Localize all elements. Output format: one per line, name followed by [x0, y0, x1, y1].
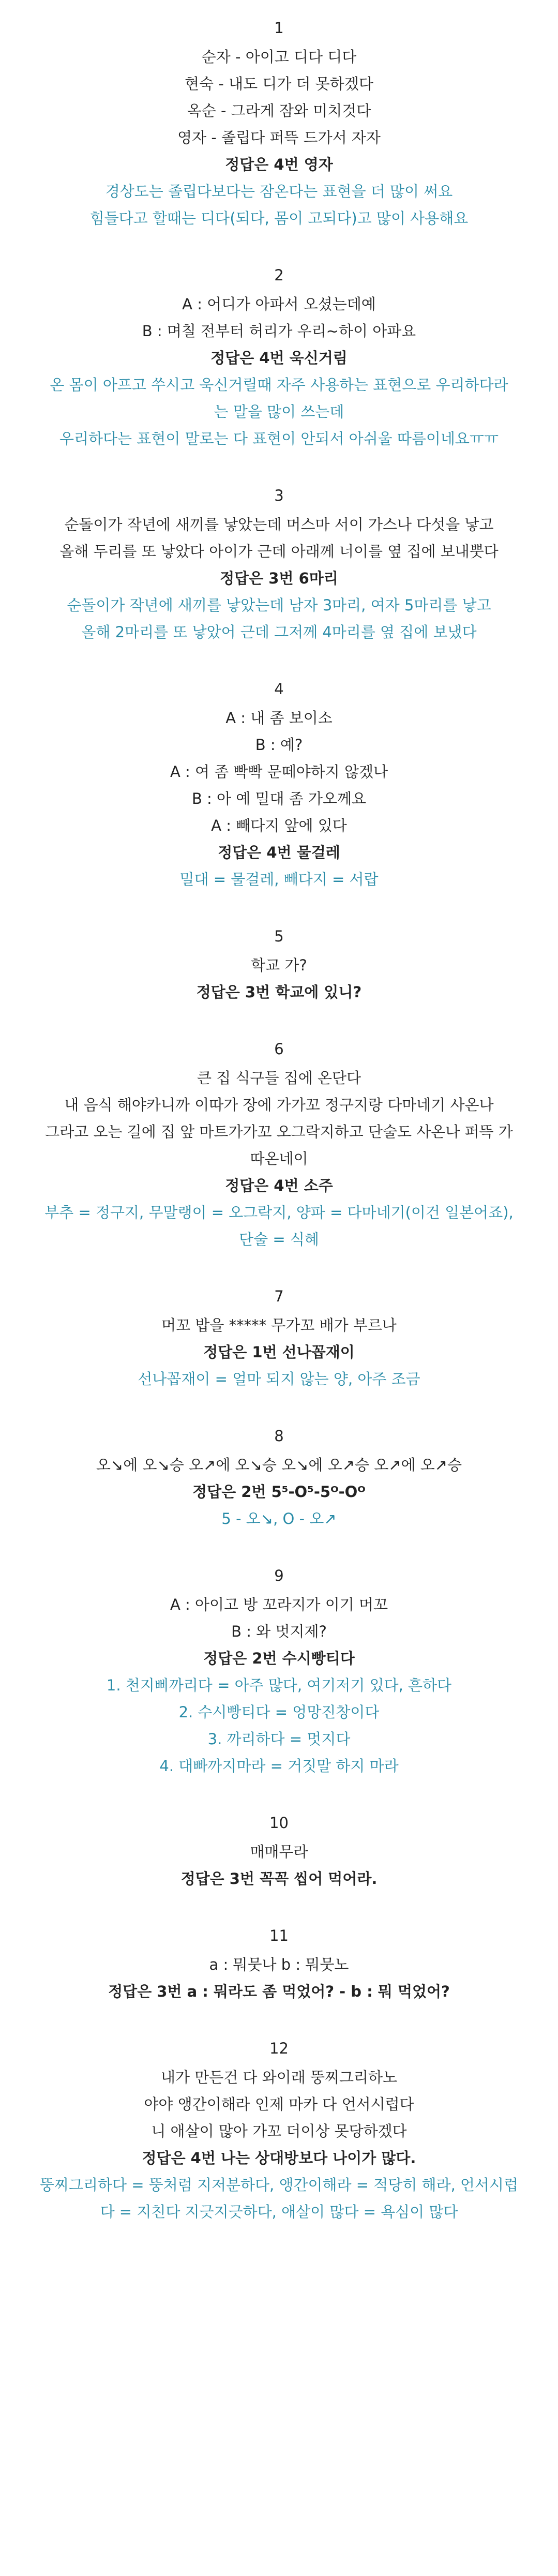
question-line: A : 어디가 아파서 오셨는데예	[182, 295, 376, 313]
question-line: 오↘에 오↘승 오↗에 오↘승 오↘에 오↗승 오↗에 오↗승	[96, 1456, 462, 1474]
question-line: B : 와 멋지제?	[231, 1623, 327, 1640]
question-1	[0, 14, 558, 232]
explanation-line: 온 몸이 아프고 쑤시고 욱신거릴때 자주 사용하는 표현으로 우리하다라	[50, 376, 508, 394]
question-line: a : 뭐뭇나 b : 뭐뭇노	[209, 1956, 349, 1973]
question-3	[0, 482, 558, 646]
question-number: 10	[269, 1814, 289, 1832]
question-2	[0, 262, 558, 452]
answer-text: 정답은 4번 물걸레	[218, 844, 340, 861]
answer-text: 정답은 4번 나는 상대방보다 나이가 많다.	[142, 2149, 416, 2167]
question-line: B : 아 예 밀대 좀 가오께요	[191, 790, 367, 807]
answer-text: 정답은 2번 수시빵티다	[203, 1650, 355, 1667]
question-line: A : 여 좀 빡빡 문떼야하지 않겠나	[170, 763, 388, 781]
question-number: 6	[274, 1040, 284, 1058]
explanation-line: 3. 까리하다 = 멋지다	[207, 1730, 351, 1748]
answer-text: 정답은 3번 6마리	[220, 570, 338, 587]
explanation-line: 경상도는 졸립다보다는 잠온다는 표현을 더 많이 써요	[105, 183, 453, 200]
question-number: 12	[269, 2040, 289, 2057]
question-line: 니 애살이 많아 가꼬 더이상 못당하겠다	[151, 2122, 407, 2140]
question-line: 그라고 오는 길에 집 앞 마트가가꼬 오그락지하고 단술도 사온나 퍼뜩 가	[45, 1123, 513, 1141]
explanation-line: 순돌이가 작년에 새끼를 낳았는데 남자 3마리, 여자 5마리를 낳고	[67, 596, 491, 614]
question-line: 순돌이가 작년에 새끼를 낳았는데 머스마 서이 가스나 다섯을 낳고	[64, 516, 494, 533]
explanation-line: 2. 수시빵티다 = 엉망진창이다	[178, 1703, 380, 1721]
question-12	[0, 2035, 558, 2225]
question-number: 2	[274, 266, 284, 284]
answer-text: 정답은 2번 5⁵-O⁵-5ᴼ-Oᴼ	[192, 1483, 366, 1501]
explanation-line: 뚱찌그리하다 = 뚱처럼 지저분하다, 앵간이해라 = 적당히 해라, 언서시럽	[39, 2176, 519, 2194]
answer-text: 정답은 3번 a : 뭐라도 좀 먹었어? - b : 뭐 먹었어?	[108, 1983, 450, 2000]
question-line: 현숙 - 내도 디가 더 못하겠다	[185, 75, 373, 93]
question-number: 11	[269, 1927, 289, 1944]
question-line: 따온네이	[250, 1150, 308, 1167]
question-line: A : 아이고 방 꼬라지가 이기 머꼬	[170, 1596, 388, 1613]
explanation-line: 5 - 오↘, O - 오↗	[221, 1510, 337, 1527]
question-line: B : 며칠 전부터 허리가 우리~하이 아파요	[142, 322, 416, 340]
answer-text: 정답은 3번 학교에 있니?	[196, 983, 362, 1001]
answer-text: 정답은 1번 선나꼽재이	[203, 1343, 355, 1361]
question-8	[0, 1422, 558, 1532]
question-number: 3	[274, 487, 284, 504]
question-number: 1	[274, 19, 284, 37]
question-line: 올해 두리를 또 낳았다 아이가 근데 아래께 너이를 옆 집에 보내뿟다	[59, 543, 499, 560]
explanation-line: 힘들다고 할때는 디다(되다, 몸이 고되다)고 많이 사용해요	[89, 209, 469, 227]
question-line: A : 빼다지 앞에 있다	[211, 817, 347, 834]
question-number: 8	[274, 1427, 284, 1445]
question-9	[0, 1562, 558, 1779]
question-number: 9	[274, 1567, 284, 1584]
explanation-line: 는 말을 많이 쓰는데	[214, 403, 344, 421]
explanation-line: 밀대 = 물걸레, 빼다지 = 서랍	[179, 871, 379, 888]
explanation-line: 다 = 지친다 지긋지긋하다, 애살이 많다 = 욕심이 많다	[100, 2203, 458, 2221]
question-line: 학교 가?	[251, 956, 307, 974]
explanation-line: 단술 = 식혜	[239, 1231, 319, 1248]
explanation-line: 선나꼽재이 = 얼마 되지 않는 양, 아주 조금	[138, 1370, 420, 1388]
explanation-line: 우리하다는 표현이 말로는 다 표현이 안되서 아쉬울 따름이네요ㅠㅠ	[59, 430, 499, 447]
question-4	[0, 676, 558, 893]
question-5	[0, 923, 558, 1006]
question-7	[0, 1283, 558, 1392]
answer-text: 정답은 3번 꼭꼭 씹어 먹어라.	[180, 1870, 378, 1888]
question-line: 순자 - 아이고 디다 디다	[201, 48, 357, 66]
answer-text: 정답은 4번 소주	[225, 1177, 333, 1194]
explanation-line: 올해 2마리를 또 낳았어 근데 그저께 4마리를 옆 집에 보냈다	[81, 623, 477, 641]
answer-text: 정답은 4번 욱신거림	[210, 349, 348, 367]
question-line: B : 예?	[255, 736, 303, 754]
question-number: 5	[274, 927, 284, 945]
answer-text: 정답은 4번 영자	[225, 156, 333, 173]
explanation-line: 4. 대빠까지마라 = 거짓말 하지 마라	[159, 1757, 399, 1775]
question-line: 영자 - 졸립다 퍼뜩 드가서 자자	[177, 129, 381, 146]
question-line: 내가 만든건 다 와이래 뚱찌그리하노	[160, 2069, 398, 2086]
question-line: 야야 앵간이해라 인제 마카 다 언서시럽다	[144, 2095, 414, 2113]
explanation-line: 부추 = 정구지, 무말랭이 = 오그락지, 양파 = 다마네기(이건 일본어죠),	[44, 1204, 514, 1221]
question-line: 내 음식 해야카니까 이따가 장에 가가꼬 정구지랑 다마네기 사온나	[64, 1096, 494, 1114]
explanation-line: 1. 천지삐까리다 = 아주 많다, 여기저기 있다, 흔하다	[106, 1676, 452, 1694]
question-11	[0, 1922, 558, 2005]
question-line: A : 내 좀 보이소	[225, 709, 333, 727]
question-line: 큰 집 식구들 집에 온단다	[197, 1069, 361, 1087]
question-10	[0, 1809, 558, 1892]
question-line: 옥순 - 그라게 잠와 미치것다	[187, 102, 371, 119]
question-6	[0, 1036, 558, 1253]
question-line: 매매무라	[250, 1843, 308, 1861]
question-line: 머꼬 밥을 ***** 무가꼬 배가 부르나	[161, 1316, 397, 1334]
question-number: 4	[274, 680, 284, 698]
question-number: 7	[274, 1287, 284, 1305]
